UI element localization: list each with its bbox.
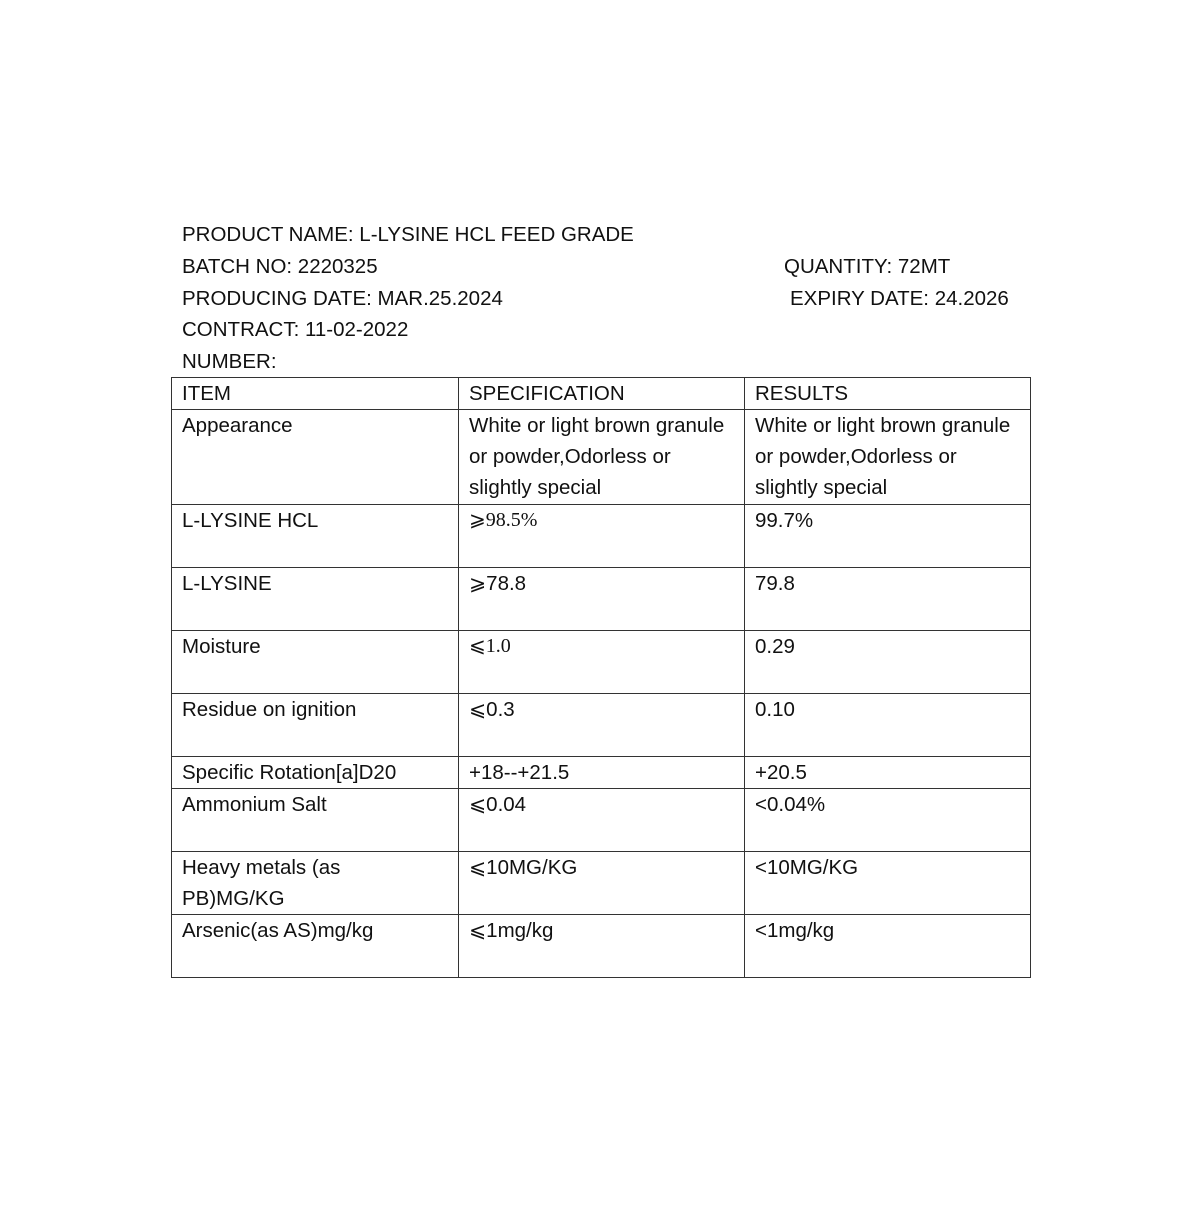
table-row [172,694,1031,757]
column-header-item: ITEM [172,378,459,410]
table-header-row [172,378,1031,410]
specification-cell: +18--+21.5 [459,757,745,789]
item-cell: Heavy metals (as PB)MG/KG [172,852,459,915]
specification-cell: ⩽10MG/KG [459,852,745,915]
item-cell: Arsenic(as AS)mg/kg [172,915,459,978]
specification-cell: ⩾98.5% [459,505,745,568]
result-cell: <0.04% [745,789,1031,852]
specification-cell: ⩽0.04 [459,789,745,852]
item-cell: Specific Rotation[a]D20 [172,757,459,789]
item-cell: Moisture [172,631,459,694]
producing-date: PRODUCING DATE: MAR.25.2024 [182,287,503,310]
product-name: PRODUCT NAME: L-LYSINE HCL FEED GRADE [182,223,634,246]
item-cell: Ammonium Salt [172,789,459,852]
column-header-results: RESULTS [745,378,1031,410]
table-row [172,505,1031,568]
specification-table [171,377,1031,978]
specification-cell: White or light brown granule or powder,Odorless or slightly special [459,410,745,505]
expiry-date: EXPIRY DATE: 24.2026 [790,287,1009,310]
specification-cell: ⩽0.3 [459,694,745,757]
table-row [172,852,1031,915]
table-row [172,568,1031,631]
item-cell: L-LYSINE HCL [172,505,459,568]
quantity: QUANTITY: 72MT [784,255,951,278]
result-cell: <1mg/kg [745,915,1031,978]
table-row [172,631,1031,694]
result-cell: 0.10 [745,694,1031,757]
column-header-specification: SPECIFICATION [459,378,745,410]
specification-cell: ⩾78.8 [459,568,745,631]
item-cell: Residue on ignition [172,694,459,757]
result-cell: +20.5 [745,757,1031,789]
result-cell: White or light brown granule or powder,Odorless or slightly special [745,410,1031,505]
number-label: NUMBER: [182,350,277,373]
table-row [172,789,1031,852]
specification-cell: ⩽1.0 [459,631,745,694]
contract: CONTRACT: 11-02-2022 [182,318,409,341]
result-cell: 79.8 [745,568,1031,631]
item-cell: Appearance [172,410,459,505]
specification-cell: ⩽1mg/kg [459,915,745,978]
batch-number: BATCH NO: 2220325 [182,255,378,278]
item-cell: L-LYSINE [172,568,459,631]
result-cell: 99.7% [745,505,1031,568]
result-cell: 0.29 [745,631,1031,694]
table-row [172,757,1031,789]
result-cell: <10MG/KG [745,852,1031,915]
table-row [172,410,1031,505]
table-row [172,915,1031,978]
